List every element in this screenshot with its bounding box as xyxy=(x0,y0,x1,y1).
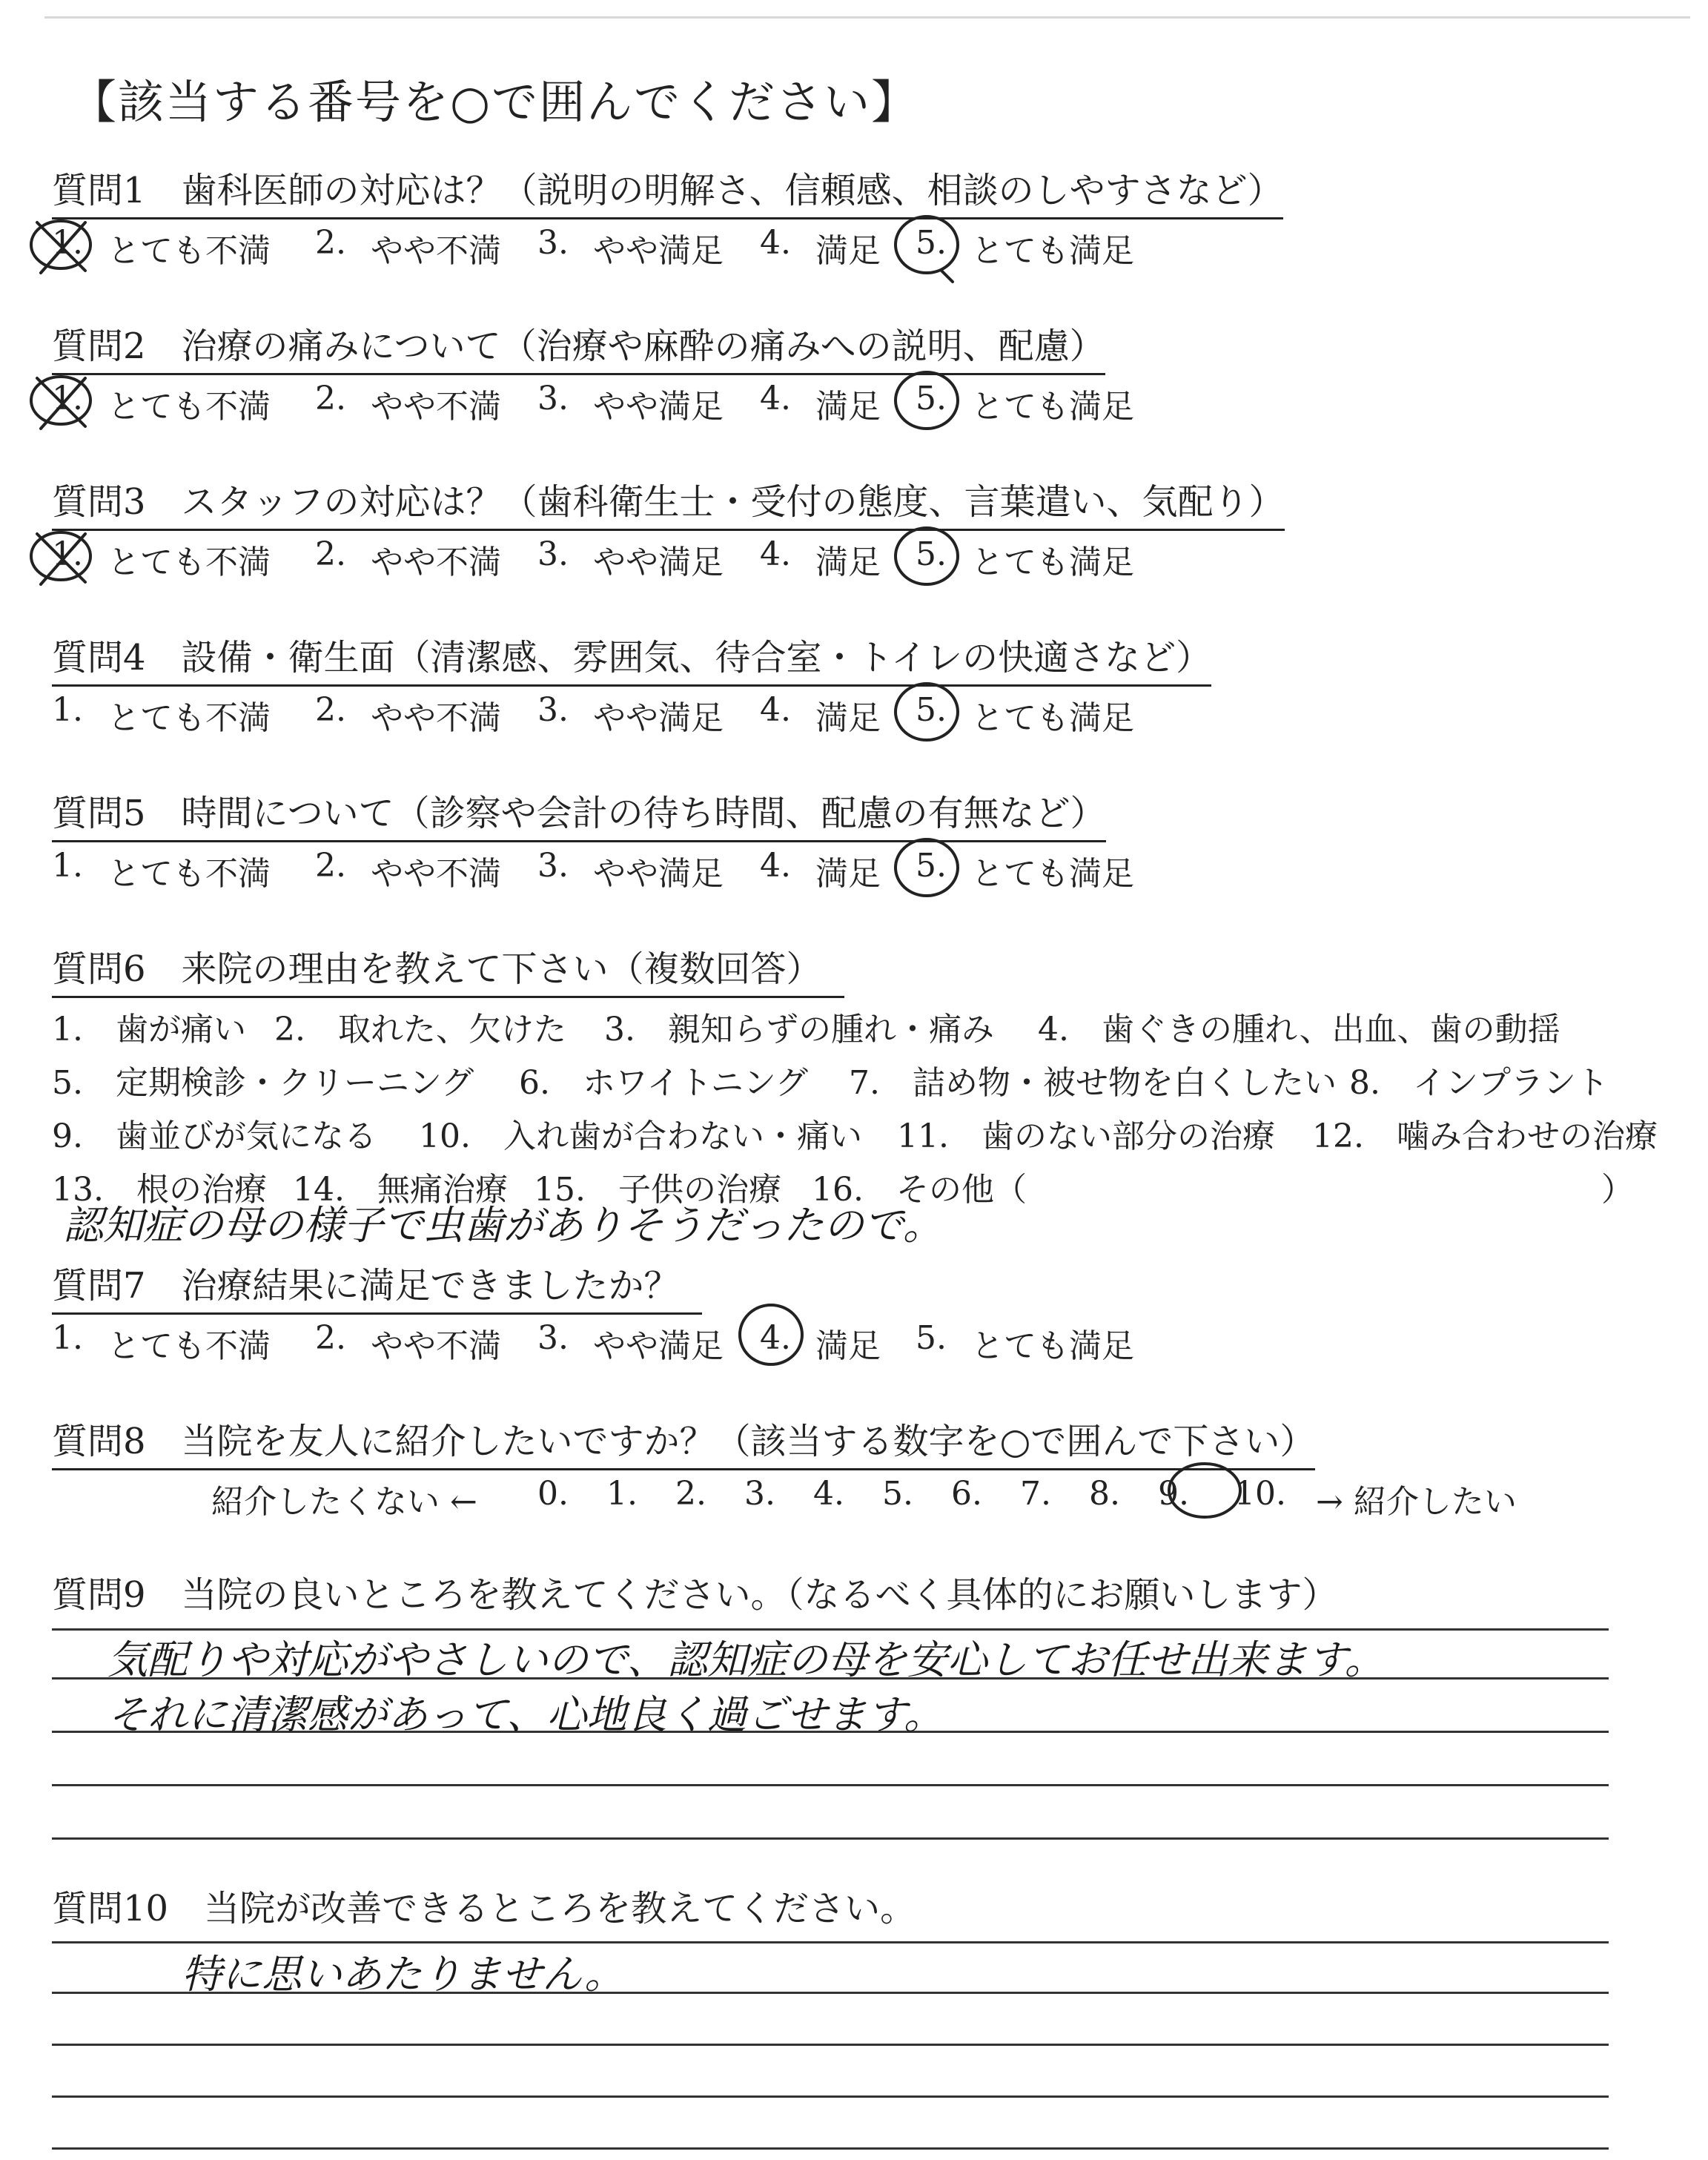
option-label: とても満足 xyxy=(971,1327,1134,1365)
option-label: やや不満 xyxy=(371,855,501,893)
question-title: 質問7 治療結果に満足できましたか？ xyxy=(52,1257,702,1315)
reason-other-close: ） xyxy=(1601,1171,1634,1209)
reason-option[interactable]: 13. 根の治療 xyxy=(52,1171,267,1209)
question-6 xyxy=(52,940,1658,1209)
option-number[interactable]: 5. xyxy=(916,224,947,262)
question-title: 質問3 スタッフの対応は？（歯科衛生士・受付の態度、言葉遣い、気配り） xyxy=(52,473,1285,531)
option-label: とても満足 xyxy=(971,699,1134,737)
question-title: 質問4 設備・衛生面（清潔感、雰囲気、待合室・トイレの快適さなど） xyxy=(52,629,1211,687)
option-number[interactable]: 2. xyxy=(315,535,346,573)
answer-line xyxy=(52,2095,1609,2098)
option-number[interactable]: 2. xyxy=(315,380,346,417)
option-number[interactable]: 3. xyxy=(537,535,569,573)
option-number[interactable]: 3. xyxy=(537,847,569,885)
option-label: とても不満 xyxy=(107,232,271,270)
option-number[interactable]: 4. xyxy=(760,691,791,729)
option-number[interactable]: 1. xyxy=(52,380,83,417)
option-number[interactable]: 2. xyxy=(315,691,346,729)
option-number[interactable]: 4. xyxy=(760,535,791,573)
option-label: やや不満 xyxy=(371,1327,501,1365)
option-number[interactable]: 5. xyxy=(916,691,947,729)
reason-option[interactable]: 16. その他（ xyxy=(812,1171,1027,1209)
option-number[interactable]: 2. xyxy=(315,224,346,262)
q6-handwritten-answer: 認知症の母の様子で虫歯がありそうだったので。 xyxy=(63,1202,943,1249)
page-title: 【該当する番号を○で囲んでください】 xyxy=(70,75,919,129)
option-label: とても満足 xyxy=(971,232,1134,270)
scale-number[interactable]: 8. xyxy=(1089,1475,1120,1513)
option-label: とても不満 xyxy=(107,1327,271,1365)
option-number[interactable]: 4. xyxy=(760,380,791,417)
option-label: とても不満 xyxy=(107,388,271,426)
reason-option[interactable]: 4. 歯ぐきの腫れ、出血、歯の動揺 xyxy=(1038,1011,1560,1048)
reason-option[interactable]: 8. インプラント xyxy=(1349,1064,1609,1102)
q9-handwritten-line: 気配りや対応がやさしいので、認知症の母を安心してお任せ出来ます。 xyxy=(107,1636,1385,1683)
question-10 xyxy=(52,1880,916,1935)
option-number[interactable]: 5. xyxy=(916,847,947,885)
scale-number[interactable]: 1. xyxy=(606,1475,638,1513)
q9-handwritten-line: それに清潔感があって、心地良く過ごせます。 xyxy=(107,1691,944,1738)
scale-number[interactable]: 5. xyxy=(882,1475,913,1513)
option-number[interactable]: 3. xyxy=(537,380,569,417)
option-number[interactable]: 4. xyxy=(760,224,791,262)
reason-option[interactable]: 1. 歯が痛い xyxy=(52,1011,246,1048)
option-label: 満足 xyxy=(815,232,881,270)
question-title: 質問10 当院が改善できるところを教えてください。 xyxy=(52,1888,916,1929)
reason-option[interactable]: 12. 噛み合わせの治療 xyxy=(1312,1117,1658,1155)
question-title: 質問1 歯科医師の対応は？（説明の明解さ、信頼感、相談のしやすさなど） xyxy=(52,162,1283,219)
answer-line xyxy=(52,1784,1609,1786)
scale-number[interactable]: 9. xyxy=(1158,1475,1189,1513)
question-8 xyxy=(52,1413,1517,1521)
q10-handwritten-line: 特に思いあたりません。 xyxy=(182,1951,625,1998)
reason-option[interactable]: 5. 定期検診・クリーニング xyxy=(52,1064,474,1102)
option-label: やや満足 xyxy=(593,699,724,737)
answer-line xyxy=(52,2044,1609,2046)
scale-number[interactable]: 6. xyxy=(951,1475,982,1513)
scale-number[interactable]: 2. xyxy=(675,1475,706,1513)
reason-option[interactable]: 15. 子供の治療 xyxy=(534,1171,781,1209)
option-label: とても満足 xyxy=(971,388,1134,426)
question-title: 質問9 当院の良いところを教えてください。（なるべく具体的にお願いします） xyxy=(52,1574,1338,1616)
option-number[interactable]: 1. xyxy=(52,847,83,885)
option-label: 満足 xyxy=(815,699,881,737)
question-7 xyxy=(52,1257,1134,1365)
reason-option[interactable]: 7. 詰め物・被せ物を白くしたい xyxy=(849,1064,1337,1102)
question-4 xyxy=(52,629,1212,737)
option-number[interactable]: 4. xyxy=(760,847,791,885)
option-number[interactable]: 3. xyxy=(537,691,569,729)
reason-option[interactable]: 3. 親知らずの腫れ・痛み xyxy=(604,1011,994,1048)
reason-option[interactable]: 10. 入れ歯が合わない・痛い xyxy=(419,1117,862,1155)
scale-number[interactable]: 0. xyxy=(537,1475,569,1513)
option-label: とても不満 xyxy=(107,699,271,737)
scale-right-label: → 紹介したい xyxy=(1316,1483,1517,1521)
option-label: 満足 xyxy=(815,855,881,893)
question-1 xyxy=(52,162,1283,270)
option-label: とても不満 xyxy=(107,855,271,893)
option-label: 満足 xyxy=(815,544,881,581)
scale-number[interactable]: 4. xyxy=(813,1475,844,1513)
option-number[interactable]: 3. xyxy=(537,224,569,262)
scale-number[interactable]: 10. xyxy=(1234,1475,1286,1513)
option-label: やや不満 xyxy=(371,232,501,270)
scale-number[interactable]: 3. xyxy=(744,1475,775,1513)
option-number[interactable]: 3. xyxy=(537,1319,569,1357)
option-label: やや満足 xyxy=(593,1327,724,1365)
top-border xyxy=(44,16,1690,19)
option-number[interactable]: 1. xyxy=(52,535,83,573)
reason-option[interactable]: 11. 歯のない部分の治療 xyxy=(897,1117,1275,1155)
option-label: やや満足 xyxy=(593,544,724,581)
reason-option[interactable]: 6. ホワイトニング xyxy=(519,1064,809,1102)
option-number[interactable]: 5. xyxy=(916,380,947,417)
question-title: 質問2 治療の痛みについて（治療や麻酔の痛みへの説明、配慮） xyxy=(52,317,1105,375)
option-label: とても満足 xyxy=(971,855,1134,893)
option-number[interactable]: 1. xyxy=(52,691,83,729)
option-label: やや満足 xyxy=(593,855,724,893)
reason-option[interactable]: 14. 無痛治療 xyxy=(293,1171,508,1209)
option-number[interactable]: 1. xyxy=(52,224,83,262)
scale-left-label: 紹介したくない ← xyxy=(211,1483,477,1521)
answer-line xyxy=(52,1837,1609,1840)
option-label: やや不満 xyxy=(371,544,501,581)
question-title: 質問6 来院の理由を教えて下さい（複数回答） xyxy=(52,940,844,998)
option-label: とても不満 xyxy=(107,544,271,581)
scale-number[interactable]: 7. xyxy=(1020,1475,1051,1513)
question-title: 質問5 時間について（診察や会計の待ち時間、配慮の有無など） xyxy=(52,785,1106,842)
option-number[interactable]: 5. xyxy=(916,1319,947,1357)
question-3 xyxy=(52,473,1285,581)
answer-line xyxy=(52,2147,1609,2150)
option-label: 満足 xyxy=(815,388,881,426)
question-title: 質問8 当院を友人に紹介したいですか？（該当する数字を○で囲んで下さい） xyxy=(52,1413,1315,1470)
option-number[interactable]: 4. xyxy=(760,1319,791,1357)
option-label: とても満足 xyxy=(971,544,1134,581)
question-9 xyxy=(52,1566,1338,1622)
reason-option[interactable]: 2. 取れた、欠けた xyxy=(274,1011,566,1048)
option-number[interactable]: 1. xyxy=(52,1319,83,1357)
option-number[interactable]: 2. xyxy=(315,847,346,885)
option-label: やや満足 xyxy=(593,232,724,270)
answer-tail xyxy=(941,271,953,282)
option-label: やや満足 xyxy=(593,388,724,426)
reason-option[interactable]: 9. 歯並びが気になる xyxy=(52,1117,377,1155)
option-label: やや不満 xyxy=(371,699,501,737)
option-label: やや不満 xyxy=(371,388,501,426)
question-5 xyxy=(52,785,1134,893)
option-number[interactable]: 2. xyxy=(315,1319,346,1357)
option-number[interactable]: 5. xyxy=(916,535,947,573)
question-2 xyxy=(52,317,1134,426)
option-label: 満足 xyxy=(815,1327,881,1365)
